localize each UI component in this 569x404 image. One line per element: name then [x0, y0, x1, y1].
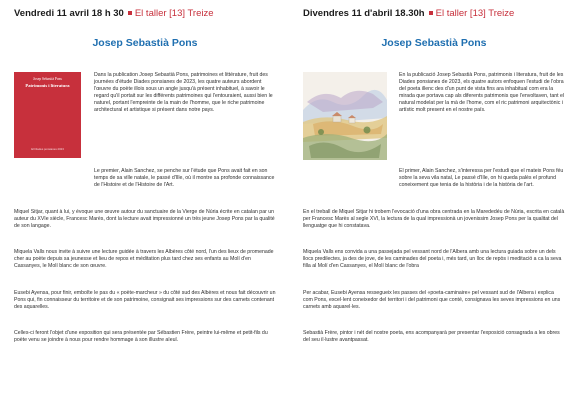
book-cover-image [14, 72, 81, 158]
paragraph-alain-sanchez: El primer, Alain Sanchez, s'interessa per l'estudi que el mateix Pons féu sobre la seva vila natal, Le passé d'Ille, on hi queda palès el profund coneixement que tenia de la història i de la història de l'art. [399, 168, 564, 189]
watercolor-painting-icon [303, 72, 387, 160]
event-header [14, 8, 276, 19]
paragraph-eusebi-ayensa: Eusebi Ayensa, pour finir, emboîte le pas du « poète-marcheur » du côté sud des Albères et nous fait découvrir un Pons qui, fin connaisseur du territoire et de son patrimoine, consignait ses impressions sur des carnets contenant des aquarelles. [14, 290, 276, 311]
book-title: Patrimonis i literatura [25, 83, 70, 89]
event-date: Divendres 11 d'abril 18.30h [303, 8, 425, 19]
book-author: Josep Sebastià Pons [33, 77, 62, 81]
paragraph-alain-sanchez: Le premier, Alain Sanchez, se penche sur l'étude que Pons avait fait en son temps de sa ville natale, le passé d'Ille, où il montre sa profonde connaissance de l'Histoire et de l'Histoire de l'Art. [94, 168, 275, 189]
event-date: Vendredi 11 avril 18 h 30 [14, 8, 124, 19]
square-bullet-icon [429, 11, 433, 15]
paragraph-miquel-sitjar: En el treball de Miquel Sitjar hi trobem l'evocació d'una obra centrada en la Marededéu de Núria, escrita en català per Francesc Marès al segle XVI, la lectura de la qual impressionà un jovenissim Josep Pons per la qualitat del llenguatge que hi constatava. [303, 209, 565, 230]
paragraph-eusebi-ayensa: Per acabar, Eusebi Ayensa ressegueix les passes del «poeta-caminaire» pel vessant sud de l'Albera i explica com Pons, excel·lent coneixedor del territori i del patrimoni que conté, consignava les seves impressions en uns carnets amb aquarel·les. [303, 290, 561, 311]
book-subtitle: El Diades ponsianes 2023 [31, 147, 64, 152]
square-bullet-icon [128, 11, 132, 15]
page-title: Josep Sebastià Pons [381, 37, 487, 49]
intro-paragraph: En la publicació Josep Sebastià Pons, patrimonis i literatura, fruit de les Diades ponsianes de 2023, els quatre autors enfoquen l'estudi de l'obra del poeta illenc des d'un punt de vista fins ara inhabitual com era la mirada que portava cap als diferents patrimonis que l'envoltaven, tant el natural modelat per la mà de l'home, com el ric patrimoni arquitectònic i artístic molt present en el nostre país. [399, 72, 565, 114]
event-header [303, 8, 565, 19]
page-title: Josep Sebastià Pons [92, 37, 198, 49]
paragraph-sebastia-frere: Sebastià Frère, pintor i nét del nostre poeta, ens acompanyarà per presentar l'exposició consagrada a les obres del seu il·lustre avantpassat. [303, 330, 560, 344]
paragraph-sebastien-frere: Celles-ci feront l'objet d'une exposition qui sera présentée par Sébastien Frère, peintre lui-même et petit-fils du poète venu se joindre à nous pour rendre hommage à son illustre aïeul. [14, 330, 268, 344]
paragraph-miquela-valls: Miquela Valls nous invite à suivre une lecture guidée à travers les Albères côté nord, l'un des lieux de promenade cher au poète depuis sa jeunesse et lieu de repos et méditation plus tard chez ses enfants au Molí d'en Cassanyes, le Molí blanc de son œuvre. [14, 249, 274, 270]
event-venue: El taller [13] Treize [435, 8, 515, 19]
intro-paragraph: Dans la publication Josep Sebastià Pons, patrimoines et littérature, fruit des journées d'étude Diades ponsianes de 2023, les quatre auteurs abordent l'œuvre du poète illois sous un angle jusqu'à présent inhabituel, à savoir le regard qu'il portait sur les différents patrimoines qui l'entouraient, aussi bien le naturel, portant l'empreinte de la main de l'homme, que le riche patrimoine architectural et artistique si présent dans notre pays. [94, 72, 273, 114]
watercolor-landscape-image [303, 72, 387, 160]
paragraph-miquel-sitjar: Miquel Sitjar, quant à lui, y évoque une œuvre autour du sanctuaire de la Vierge de Núria écrite en catalan par un auteur du XVIe siècle, Francesc Marès, dont la lecture avait impressionné un très jeune Josep Pons par la qualité de son langage. [14, 209, 275, 230]
event-venue: El taller [13] Treize [134, 8, 214, 19]
paragraph-miquela-valls: Miquela Valls ens convida a una passejada pel vessant nord de l'Albera amb una lectura guiada sobre un dels llocs predilectes, ja des de jove, de les caminades del poeta i, més tard, un lloc de repòs i meditació a ca la seva filla al Molí d'en Cassanyes, el Molí blanc de l'obra [303, 249, 562, 270]
